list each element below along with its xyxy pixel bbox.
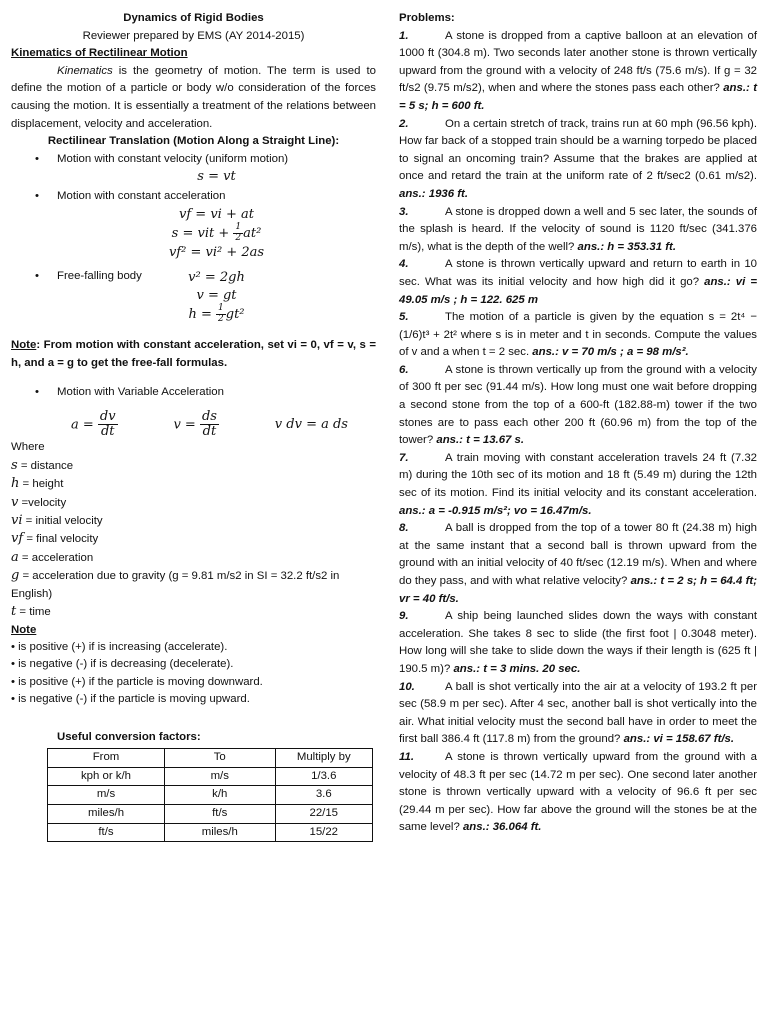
document-subtitle: Reviewer prepared by EMS (AY 2014-2015) xyxy=(82,29,305,42)
note2-item: • is positive (+) if is increasing (accelerate). xyxy=(11,640,228,653)
bullet-text: Free-falling body xyxy=(57,269,142,282)
frac-num: 1 xyxy=(218,303,224,314)
intro-term: Kinematics xyxy=(57,64,113,77)
problem-number: 10. xyxy=(399,680,415,693)
frac-den: 2 xyxy=(218,314,224,325)
symbol-definitions xyxy=(11,439,376,708)
problem-answer: ans.: vi = 49.05 m/s ; h = 122. 625 m xyxy=(399,275,757,306)
problem-9 xyxy=(399,608,757,678)
fraction xyxy=(200,410,219,440)
table-header-row xyxy=(48,749,373,768)
problem-number: 6. xyxy=(399,363,409,376)
equation-vf2: vf² = vi² + 2as xyxy=(168,244,265,260)
note2-item: • is negative (-) if the particle is moving upward. xyxy=(11,693,250,706)
symbol: h xyxy=(11,476,20,492)
eq-part: at² xyxy=(243,226,262,242)
table-row xyxy=(48,823,373,842)
frac-num: 1 xyxy=(235,222,242,233)
frac-den: 2 xyxy=(235,233,242,244)
rectilinear-subheading: Rectilinear Translation (Motion Along a Straight Line): xyxy=(47,135,340,148)
definition: = acceleration due to gravity (g = 9.81 m/s2 in SI = 32.2 ft/s2 in English) xyxy=(11,570,340,600)
table-row xyxy=(48,786,373,805)
table-cell: ft/s xyxy=(48,823,165,842)
eq-part: s = vit + xyxy=(171,226,234,242)
left-column xyxy=(11,10,376,842)
problem-1 xyxy=(399,28,757,116)
note-text: : From motion with constant acceleration, set vi = 0, vf = v, s = h, and a = g to get the free-fall formulas. xyxy=(11,339,376,369)
table-row xyxy=(48,767,373,786)
problem-text: A stone is thrown vertically up from the ground with a velocity of 300 ft per sec (91.44 m/s). How long must one wait before dropping a second stone from the top of a 600-ft (182.88-m) tower if the two stones are to pass each other 200 ft (60.96 m) from the top of the tower? xyxy=(399,363,757,447)
note-label: Note xyxy=(11,339,37,352)
table-cell: 15/22 xyxy=(275,823,373,842)
frac-num: ds xyxy=(201,408,217,424)
problem-answer: ans.: vi = 158.67 ft/s. xyxy=(623,733,735,746)
problem-text: A ball is shot vertically into the air at a velocity of 193.2 ft per sec (58.9 m per sec). After 4 sec, another ball is shot vertically into the air. What initial velocity must the second ball have in order to meet the first ball 386.4 ft (117.8 m) from the ground? xyxy=(399,680,757,746)
bullet-constant-acceleration xyxy=(11,188,376,262)
problem-11 xyxy=(399,749,757,837)
bullet-free-fall xyxy=(11,268,376,326)
table-cell: kph or k/h xyxy=(48,767,165,786)
problem-text: The motion of a particle is given by the equation s = 2t⁴ − (1/6)t³ + 2t² where s is in meter and t in seconds. Compute the values of v and a when t = 2 sec. xyxy=(399,311,757,359)
intro-text: is the geometry of motion. The term is used to define the motion of a particle or body w/o consideration of the forces causing the motion. It is essentially a treatment of the relations between displacement, velocity and acceleration. xyxy=(11,64,376,130)
symbol: v xyxy=(11,494,19,510)
eq-part: v = xyxy=(173,417,200,433)
problem-text: A ship being launched slides down the ways with constant acceleration. She takes 8 sec to slide (the first foot | 0.3048 meter). How long will she take to slide down the ways if their length is (625 ft | 190.5 m)? xyxy=(399,610,757,675)
equation-a-dvdt xyxy=(71,410,118,440)
bullet-text: Motion with constant acceleration xyxy=(57,189,226,202)
fraction-half xyxy=(233,223,243,244)
def-distance xyxy=(11,457,376,475)
problem-2 xyxy=(399,116,757,204)
problem-4 xyxy=(399,256,757,309)
symbol: vi xyxy=(11,513,23,529)
symbol: g xyxy=(11,568,20,584)
problem-number: 9. xyxy=(399,610,409,623)
def-gravity xyxy=(11,567,376,603)
fraction-half xyxy=(216,304,226,325)
problem-number: 3. xyxy=(399,205,409,218)
table-cell: 1/3.6 xyxy=(275,767,373,786)
problem-number: 7. xyxy=(399,451,409,464)
definition: = height xyxy=(19,478,64,491)
problem-text: On a certain stretch of track, trains run at 60 mph (96.56 kph). How far back of a stopped train should be a warning torpedo be placed to signal an oncoming train? Assume that the brakes are applied at once and retard the train at the uniform rate of 2 ft/sec2 (0.61 m/s2). xyxy=(399,117,757,183)
problem-answer: ans.: 1936 ft. xyxy=(399,187,469,200)
table-cell: m/s xyxy=(48,786,165,805)
header-from: From xyxy=(48,749,165,768)
equation-h xyxy=(57,304,376,325)
variable-accel-list xyxy=(11,384,376,402)
definition: = initial velocity xyxy=(22,515,103,528)
problem-number: 2. xyxy=(399,117,409,130)
eq-part: a = xyxy=(71,417,98,433)
variable-accel-equations xyxy=(11,402,376,440)
symbol: t xyxy=(11,604,17,620)
eq-part: h = xyxy=(188,307,217,323)
problems-heading: Problems: xyxy=(399,12,455,24)
def-initial-velocity xyxy=(11,512,376,530)
problem-answer: ans.: t = 13.67 s. xyxy=(436,434,525,447)
symbol: a xyxy=(11,549,19,565)
right-column xyxy=(399,10,757,837)
table-cell: k/h xyxy=(165,786,276,805)
table-cell: miles/h xyxy=(48,804,165,823)
motion-list xyxy=(11,151,376,325)
definition: = final velocity xyxy=(23,533,99,546)
equation-s xyxy=(57,223,376,244)
conversion-table xyxy=(47,748,373,842)
where-label: Where xyxy=(11,441,45,454)
definition: = time xyxy=(16,606,51,619)
equation-v: v = gt xyxy=(196,287,237,303)
kinematics-intro xyxy=(11,63,376,133)
fraction xyxy=(98,410,118,440)
frac-den: dt xyxy=(202,424,217,440)
table-cell: ft/s xyxy=(165,804,276,823)
equation-v2: v² = 2gh xyxy=(188,270,245,286)
problem-answer: ans.: a = -0.915 m/s²; vo = 16.47m/s. xyxy=(399,504,592,517)
bullet-text: Motion with constant velocity (uniform motion) xyxy=(57,152,289,165)
definition: =velocity xyxy=(18,496,67,509)
note2-item: • is positive (+) if the particle is moving downward. xyxy=(11,675,263,688)
symbol: s xyxy=(11,457,18,473)
document-title: Dynamics of Rigid Bodies xyxy=(123,12,264,24)
bullet-variable-acceleration xyxy=(11,384,376,402)
def-height xyxy=(11,475,376,493)
problem-8 xyxy=(399,520,757,608)
kinematics-heading: Kinematics of Rectilinear Motion xyxy=(11,47,188,60)
equation-uniform: s = vt xyxy=(197,169,236,185)
free-fall-note xyxy=(11,337,376,372)
frac-den: dt xyxy=(100,424,115,440)
table-cell: miles/h xyxy=(165,823,276,842)
problem-text: A stone is thrown vertically upward from the ground with a velocity of 48.3 ft per sec (14.72 m per sec). One second later another stone is thrown vertically upward with a velocity of 96.6 ft per sec (29.44 m per sec). How far above the ground will the stones be at the same level? xyxy=(399,750,757,834)
header-to: To xyxy=(165,749,276,768)
table-cell: 22/15 xyxy=(275,804,373,823)
table-cell: 3.6 xyxy=(275,786,373,805)
equation-v-dsdt xyxy=(173,410,219,440)
eq-part: gt² xyxy=(225,307,245,323)
problem-answer: ans.: 36.064 ft. xyxy=(462,821,542,834)
equation-vdv-ads: v dv = a ds xyxy=(274,416,348,432)
def-final-velocity xyxy=(11,530,376,548)
bullet-text: Motion with Variable Acceleration xyxy=(57,386,224,399)
note2-label: Note xyxy=(11,623,37,636)
problem-answer: ans.: t = 3 mins. 20 sec. xyxy=(453,662,581,675)
problem-5 xyxy=(399,309,757,362)
problem-number: 8. xyxy=(399,522,409,535)
frac-num: dv xyxy=(99,408,116,424)
problem-3 xyxy=(399,204,757,257)
equation-vf: vf = vi + at xyxy=(179,206,254,222)
note2-item: • is negative (-) if is decreasing (decelerate). xyxy=(11,658,234,671)
problem-answer: ans.: h = 353.31 ft. xyxy=(577,240,676,253)
problem-text: A stone is thrown vertically upward and return to earth in 10 sec. What was its initial velocity and how high did it go? xyxy=(399,258,757,288)
def-time xyxy=(11,603,376,621)
conversion-title: Useful conversion factors: xyxy=(57,730,201,743)
problem-text: A ball is dropped from the top of a tower 80 ft (24.38 m) high at the same instant that a second ball is thrown upward from the ground with an initial velocity of 40 ft/sec (12.19 m/s). When and where do they pass, and with what relative velocity? xyxy=(399,522,757,587)
problem-answer: ans.: v = 70 m/s ; a = 98 m/s². xyxy=(532,346,689,359)
problem-text: A stone is dropped down a well and 5 sec later, the sounds of the splash is heard. If the velocity of sound is 1120 ft/sec (341.376 m/s), what is the depth of the well? xyxy=(399,205,757,253)
table-row xyxy=(48,804,373,823)
problem-answer: ans.: t = 5 s; h = 600 ft. xyxy=(399,82,757,112)
problem-6 xyxy=(399,362,757,450)
problem-answer: ans.: t = 2 s; h = 64.4 ft; vr = 40 ft/s. xyxy=(399,575,757,605)
header-multiply: Multiply by xyxy=(275,749,373,768)
table-cell: m/s xyxy=(165,767,276,786)
def-acceleration xyxy=(11,549,376,567)
problem-number: 5. xyxy=(399,311,409,324)
symbol: vf xyxy=(11,531,24,547)
problem-number: 1. xyxy=(399,29,409,42)
definition: = distance xyxy=(17,459,74,472)
problem-7 xyxy=(399,450,757,520)
problem-text: A stone is dropped from a captive balloon at an elevation of 1000 ft (304.8 m). Two seconds later another stone is thrown vertically upward from the ground with a velocity of 248 ft/s (75.6 m/s). If g = 32 ft/s2 (9.75 m/s2), when and where the stones pass each other? xyxy=(399,29,757,95)
def-velocity xyxy=(11,494,376,512)
problem-number: 11. xyxy=(399,750,414,763)
problem-number: 4. xyxy=(399,258,409,271)
problem-text: A train moving with constant acceleration travels 24 ft (7.32 m) during the 10th sec of its motion and 18 ft (5.49 m) during the 12th sec of its motion. Find its initial velocity and its constant acceleration. xyxy=(399,451,757,500)
definition: = acceleration xyxy=(18,551,94,564)
problem-10 xyxy=(399,679,757,749)
bullet-uniform-motion xyxy=(11,151,376,186)
